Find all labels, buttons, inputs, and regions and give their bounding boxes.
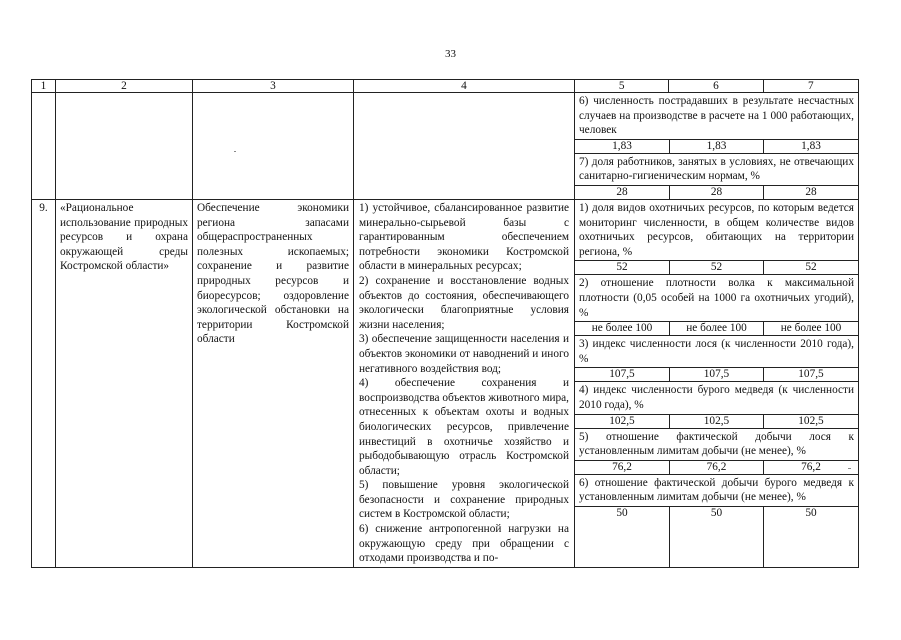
- header-col-5: 5: [575, 80, 669, 93]
- indicator-value: 102,5: [763, 414, 858, 429]
- header-col-2: 2: [56, 80, 193, 93]
- program-table: [31, 79, 859, 568]
- indicator-value: 52: [575, 260, 669, 275]
- indicator-values: [575, 139, 858, 154]
- header-col-7: 7: [763, 80, 858, 93]
- scan-speck: [848, 468, 851, 469]
- program-tasks: [354, 200, 575, 568]
- indicator-text: 3) индекс численности лося (к численности 2010 года), %: [579, 338, 854, 365]
- header-row: [32, 80, 859, 93]
- indicator-text: 6) численность пострадавших в результате несчастных случаев на производстве в расчете на 1 000 работающих, человек: [579, 95, 854, 137]
- indicator-value: не более 100: [669, 321, 763, 336]
- indicator-value: 102,5: [575, 414, 669, 429]
- indicator-value: 50: [575, 506, 669, 567]
- header-col-6: 6: [669, 80, 763, 93]
- cont-tasks-cell: [354, 93, 575, 200]
- indicator-value: 102,5: [669, 414, 763, 429]
- indicator-value: не более 100: [763, 321, 858, 336]
- indicator-block: [575, 336, 858, 382]
- indicator-value: 76,2: [763, 460, 858, 475]
- indicator-value: 76,2: [575, 460, 669, 475]
- indicator-text: 5) отношение фактической добычи лося к установленным лимитам добычи (не менее), %: [579, 430, 854, 458]
- task-item: 5) повышение уровня экологической безопасности и сохранение природных систем в Костромской области;: [359, 479, 569, 521]
- page-number: 33: [445, 48, 456, 60]
- indicator-text: 7) доля работников, занятых в условиях, не отвечающих санитарно-гигиеническим нормам, %: [579, 155, 854, 183]
- program-row-9: [32, 200, 859, 568]
- indicator-text: 6) отношение фактической добычи бурого медведя к установленным лимитам добычи (не менее), %: [579, 476, 854, 504]
- cont-num-cell: [32, 93, 56, 200]
- task-item: 1) устойчивое, сбалансированное развитие минерально-сырьевой базы с гарантированным обеспечением потребности экономики Костромской области в минеральных ресурсах;: [359, 202, 569, 273]
- header-col-1: 1: [32, 80, 56, 93]
- task-item: 2) сохранение и восстановление водных объектов до состояния, обеспечивающего экологически благоприятные условия жизни населения;: [359, 274, 569, 331]
- task-item: 6) снижение антропогенной нагрузки на окружающую среду при обращении с отходами производства и по-: [359, 523, 569, 565]
- indicator-block: [575, 475, 858, 567]
- continuation-row: [32, 93, 859, 200]
- indicator-value: 1,83: [669, 139, 763, 154]
- indicator-value: 52: [763, 260, 858, 275]
- indicator-values: [575, 185, 858, 200]
- task-item: 3) обеспечение защищенности населения и объектов экономики от наводнений и иного негативного воздействия вод;: [359, 333, 569, 375]
- indicator-values: [575, 321, 858, 336]
- header-col-3: 3: [193, 80, 354, 93]
- indicator-text: 1) доля видов охотничьих ресурсов, по которым ведется мониторинг численности, в общем количестве видов охотничьих ресурсов, обитающих на территории региона, %: [579, 202, 854, 258]
- indicator-value: не более 100: [575, 321, 669, 336]
- program-name: «Рациональное использование природных ресурсов и охрана окружающей среды Костромской области»: [56, 200, 193, 568]
- indicator-text: 2) отношение плотности волка к максимальной плотности (0,05 особей на 1000 га охотничьих угодий), %: [579, 277, 854, 319]
- indicator-block: [575, 200, 858, 275]
- task-item: 4) обеспечение сохранения и воспроизводства объектов животного мира, отнесенных к объектам охоты и водных биологических ресурсов, привлечение инвестиций в охотничье хозяйство и рыбодобывающую отрасль Костромской области;: [359, 377, 570, 477]
- indicator-value: 1,83: [575, 139, 669, 154]
- indicator-block: [575, 275, 858, 336]
- cont-goal-cell: [193, 93, 354, 200]
- indicator-value: 107,5: [763, 367, 858, 382]
- indicator-value: 28: [763, 185, 858, 200]
- indicator-value: 1,83: [763, 139, 858, 154]
- indicator-values: [575, 460, 858, 475]
- indicator-block: [575, 382, 858, 428]
- indicator-values: [575, 367, 858, 382]
- indicator-value: 107,5: [669, 367, 763, 382]
- indicator-block: [575, 93, 858, 154]
- indicator-value: 28: [575, 185, 669, 200]
- program-goal: Обеспечение экономики региона запасами общераспространенных полезных ископаемых; сохранение и развитие природных ресурсов и биоресурсов; оздоровление экологической обстановки на территории Костромской области: [193, 200, 354, 568]
- indicator-value: 50: [669, 506, 763, 567]
- indicator-values: [575, 260, 858, 275]
- indicator-value: 107,5: [575, 367, 669, 382]
- cont-indicators-cell: [575, 93, 859, 200]
- indicator-text: 4) индекс численности бурого медведя (к численности 2010 года), %: [579, 384, 854, 411]
- indicator-values: [575, 414, 858, 429]
- indicator-block: [575, 429, 858, 475]
- program-indicators: [575, 200, 859, 568]
- cont-name-cell: [56, 93, 193, 200]
- indicator-value: 76,2: [669, 460, 763, 475]
- scan-speck: [234, 151, 236, 152]
- indicator-value: 50: [763, 506, 858, 567]
- header-col-4: 4: [354, 80, 575, 93]
- indicator-values: [575, 506, 858, 567]
- indicator-block: [575, 154, 858, 200]
- indicator-value: 52: [669, 260, 763, 275]
- row-number: 9.: [32, 200, 56, 568]
- indicator-value: 28: [669, 185, 763, 200]
